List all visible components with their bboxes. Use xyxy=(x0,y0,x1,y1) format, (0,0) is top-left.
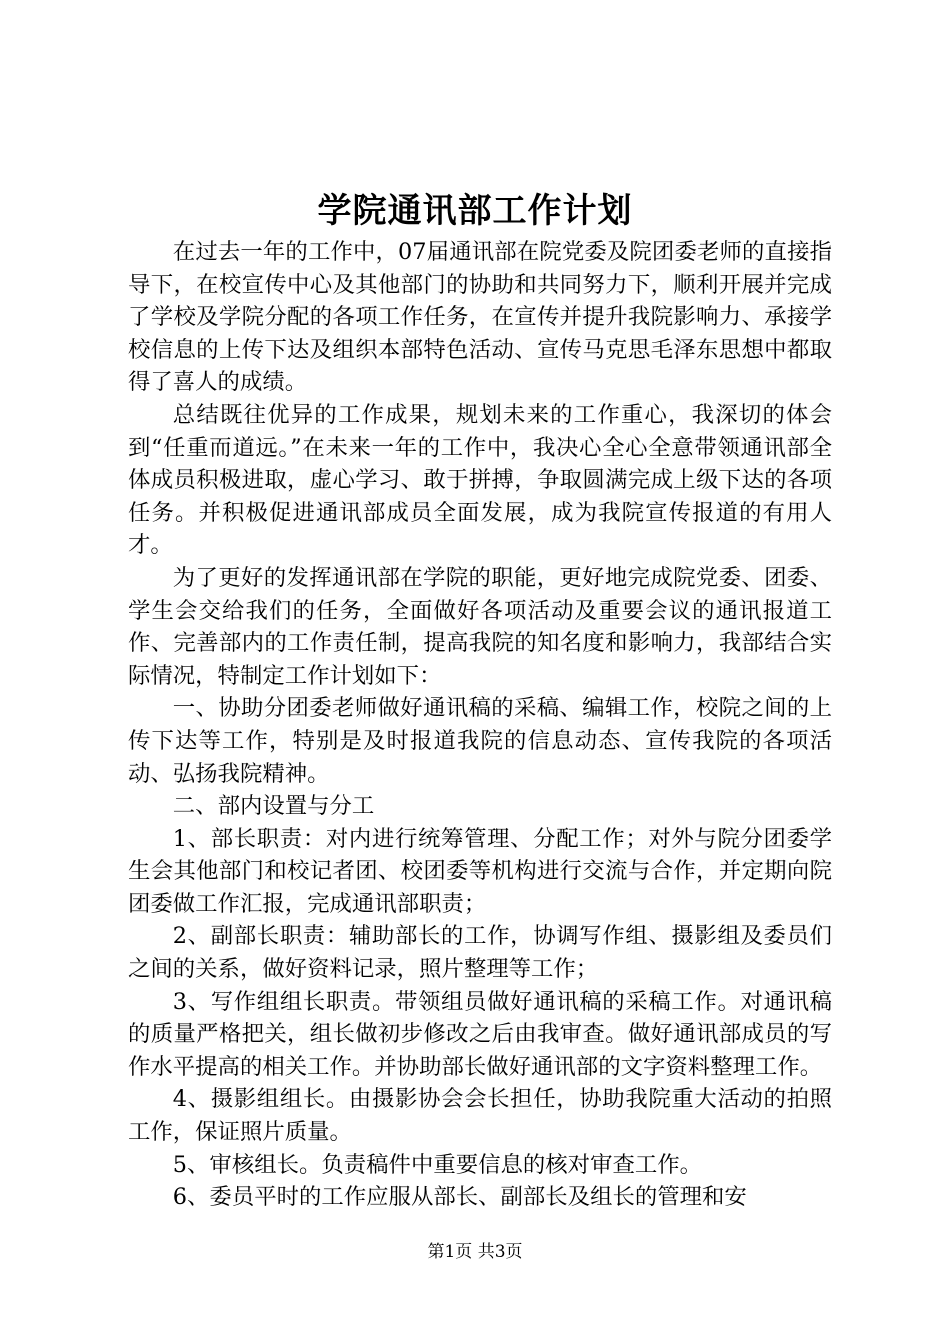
paragraph: 总结既往优异的工作成果，规划未来的工作重心，我深切的体会到“任重而道远。”在未来一年的工作中，我决心全心全意带领通讯部全体成员积极进取，虚心学习、敢于拼搏，争取圆满完成上级下达的各项任务。并积极促进通讯部成员全面发展，成为我院宣传报道的有用人才。 xyxy=(128,401,832,559)
paragraph: 在过去一年的工作中，07届通讯部在院党委及院团委老师的直接指导下，在校宣传中心及其他部门的协助和共同努力下，顺利开展并完成了学校及学院分配的各项工作任务，在宣传并提升我院影响力、承接学校信息的上传下达及组织本部特色活动、宣传马克思毛泽东思想中都取得了喜人的成绩。 xyxy=(128,239,832,396)
section-heading: 二、部内设置与分工 xyxy=(172,793,375,820)
paragraph: 1、部长职责：对内进行统筹管理、分配工作；对外与院分团委学生会其他部门和校记者团、校团委等机构进行交流与合作，并定期向院团委做工作汇报，完成通讯部职责； xyxy=(128,825,832,917)
document-title: 学院通讯部工作计划 xyxy=(317,191,633,231)
paragraph: 2、副部长职责：辅助部长的工作，协调写作组、摄影组及委员们之间的关系，做好资料记录，照片整理等工作； xyxy=(128,923,832,983)
page-footer: 第1页 共3页 xyxy=(427,1242,523,1262)
paragraph: 3、写作组组长职责。带领组员做好通讯稿的采稿工作。对通讯稿的质量严格把关，组长做初步修改之后由我审查。做好通讯部成员的写作水平提高的相关工作。并协助部长做好通讯部的文字资料整理工作。 xyxy=(128,988,832,1080)
paragraph: 一、协助分团委老师做好通讯稿的采稿、编辑工作，校院之间的上传下达等工作，特别是及时报道我院的信息动态、宣传我院的各项活动、弘扬我院精神。 xyxy=(128,695,832,787)
paragraph: 为了更好的发挥通讯部在学院的职能，更好地完成院党委、团委、学生会交给我们的任务，全面做好各项活动及重要会议的通讯报道工作、完善部内的工作责任制，提高我院的知名度和影响力，我部结合实际情况，特制定工作计划如下： xyxy=(128,564,832,689)
paragraph: 6、委员平时的工作应服从部长、副部长及组长的管理和安 xyxy=(172,1184,747,1211)
document-body xyxy=(128,236,832,1214)
paragraph: 5、审核组长。负责稿件中重要信息的核对审查工作。 xyxy=(172,1151,703,1178)
paragraph: 4、摄影组组长。由摄影协会会长担任，协助我院重大活动的拍照工作，保证照片质量。 xyxy=(128,1086,832,1146)
